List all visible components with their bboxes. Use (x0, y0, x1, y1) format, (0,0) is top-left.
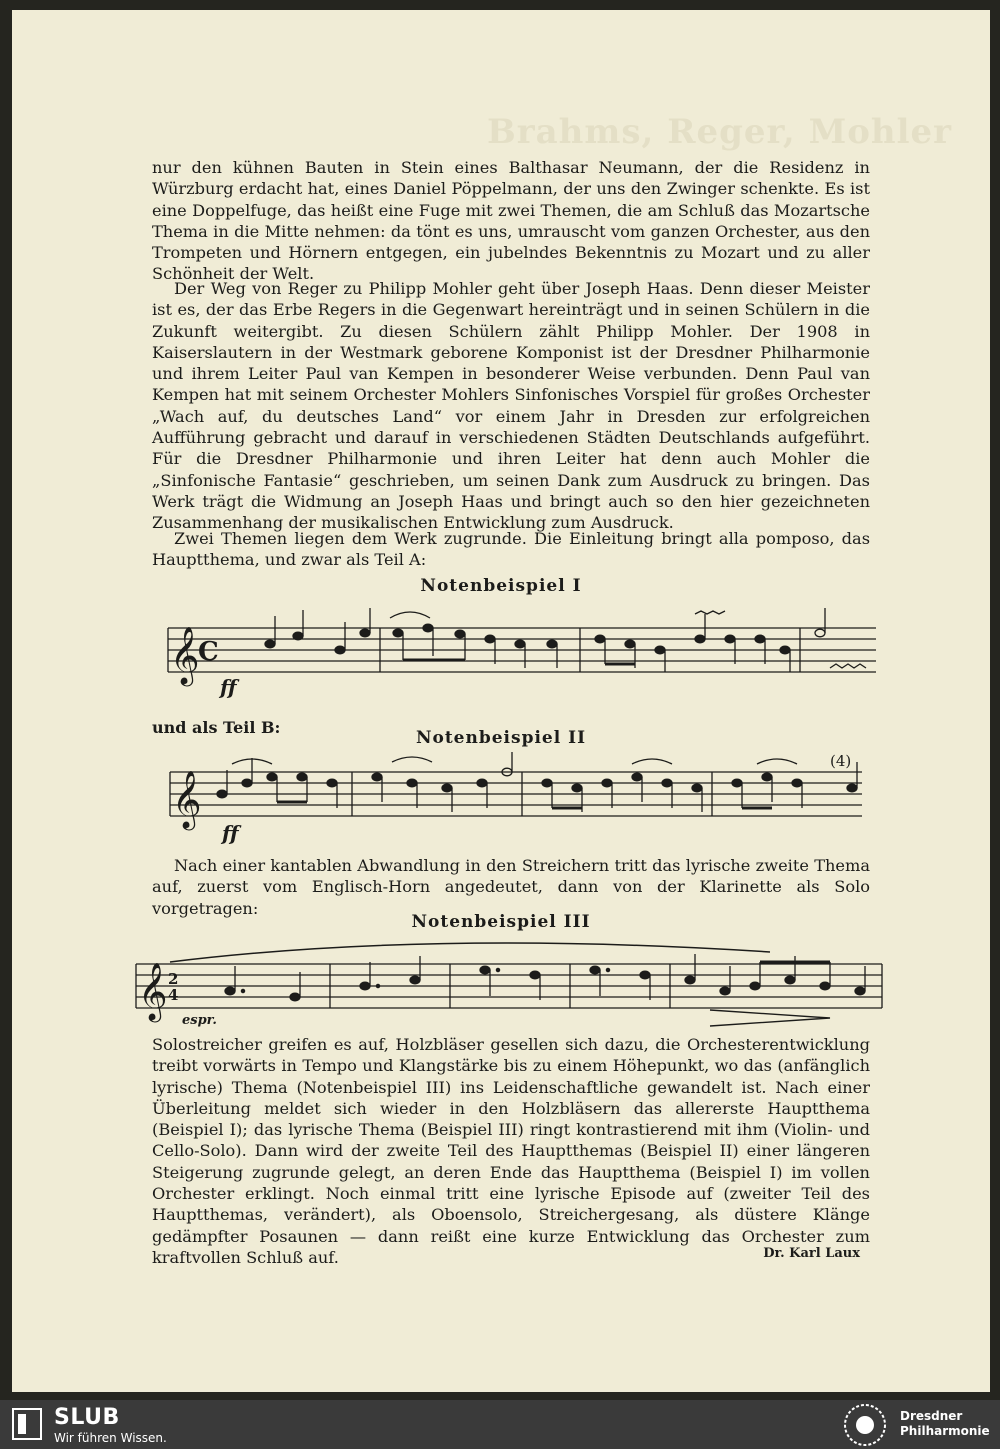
time-sig-top: 2 (168, 970, 179, 988)
dynamic-mark: ff (222, 821, 239, 845)
time-sig-bottom: 4 (168, 986, 179, 1004)
author-signature: Dr. Karl Laux (763, 1246, 860, 1261)
svg-text:𝄞: 𝄞 (172, 770, 202, 828)
caption-notenbeispiel-1: Notenbeispiel I (420, 576, 582, 596)
footer-bar (0, 1400, 1000, 1449)
music-example-3 (130, 940, 890, 1030)
svg-text:𝄞: 𝄞 (170, 626, 200, 684)
dp-line-1: Dresdner (900, 1409, 963, 1423)
label-teil-b: und als Teil B: (152, 718, 281, 737)
time-signature: C (198, 637, 219, 667)
dresdner-philharmonie-name (900, 1409, 990, 1439)
rehearsal-mark: (4) (830, 752, 852, 770)
svg-text:𝄞: 𝄞 (138, 962, 168, 1020)
paragraph-3: Zwei Themen liegen dem Werk zugrunde. Die Einleitung bringt alla pomposo, das Hauptthema, und zwar als Teil A: (152, 529, 870, 570)
paragraph-4: Nach einer kantablen Abwandlung in den Streichern tritt das lyrische zweite Thema auf, zuerst vom Englisch-Horn angedeutet, dann von der Klarinette als Solo vorgetragen: (152, 856, 870, 918)
dynamic-mark: ff (220, 675, 237, 699)
expression-mark: espr. (182, 1013, 217, 1028)
slub-logo-icon (12, 1408, 42, 1440)
dp-line-2: Philharmonie (900, 1424, 990, 1438)
paragraph-2: Der Weg von Reger zu Philipp Mohler geht über Joseph Haas. Denn dieser Meister ist es, der das Erbe Regers in die Gegenwart hereinträgt und in seinen Schülern in die Zukunft weitergibt. Zu diesen Schülern zählt Philipp Mohler. Der 1908 in Kaiserslautern in der Westmark geborene Komponist ist der Dresdner Philharmonie und ihrem Leiter Paul van Kempen in besonderer Weise verbunden. Denn Paul van Kempen hat mit seinem Orchester Mohlers Sinfonisches Vorspiel für großes Orchester „Wach auf, du deutsches Land“ vor einem Jahr in Dresden zur erfolgreichen Aufführung gebracht und darauf in verschiedenen Städten Deutschlands aufgeführt. Für die Dresdner Philharmonie und ihren Leiter hat denn auch Mohler die „Sinfonische Fantasie“ geschrieben, um seinen Dank zum Ausdruck zu bringen. Das Werk trägt die Widmung an Joseph Haas und bringt auch so den hier gezeichneten Zusammenhang der musikalischen Entwicklung zum Ausdruck. (152, 279, 870, 533)
dresdner-philharmonie-logo-icon (843, 1403, 887, 1447)
show-through-heading: Brahms, Reger, Mohler (487, 112, 953, 152)
caption-notenbeispiel-3: Notenbeispiel III (411, 912, 591, 932)
paragraph-5: Solostreicher greifen es auf, Holzbläser gesellen sich dazu, die Orchesterentwicklung treibt vorwärts in Tempo und Klangstärke bis zu einem Höhepunkt, wo das (anfänglich lyrische) Thema (Notenbeispiel III) ins Leidenschaftliche gewandelt ist. Nach einer Überleitung meldet sich wieder in den Holzbläsern das allererste Hauptthema (Beispiel I); das lyrische Thema (Beispiel III) ringt kontrastierend mit ihm (Violin- und Cello-Solo). Dann wird der zweite Teil des Hauptthemas (Beispiel II) einer längeren Steigerung zugrunde gelegt, an deren Ende das Hauptthema (Beispiel I) im vollen Orchester erklingt. Noch einmal tritt eine lyrische Episode auf (zweiter Teil des Hauptthemas, verändert), als Oboensolo, Streichergesang, als düstere Klänge gedämpfter Posaunen — dann reißt eine kurze Entwicklung das Orchester zum kraftvollen Schluß auf. (152, 1035, 870, 1267)
slub-name: SLUB (54, 1405, 120, 1430)
music-example-2 (162, 752, 874, 846)
document-page (12, 10, 990, 1392)
slub-tagline: Wir führen Wissen. (54, 1431, 167, 1445)
music-example-1 (160, 608, 876, 706)
caption-notenbeispiel-2: Notenbeispiel II (415, 728, 587, 748)
paragraph-1: nur den kühnen Bauten in Stein eines Balthasar Neumann, der die Residenz in Würzburg erdacht hat, eines Daniel Pöppelmann, der uns den Zwinger schenkte. Es ist eine Doppelfuge, das heißt eine Fuge mit zwei Themen, die am Schluß das Mozartsche Thema in die Mitte nehmen: da tönt es uns, umrauscht vom ganzen Orchester, aus den Trompeten und Hörnern entgegen, ein jubelndes Bekenntnis zu Mozart und zu aller Schönheit der Welt. (152, 158, 870, 284)
